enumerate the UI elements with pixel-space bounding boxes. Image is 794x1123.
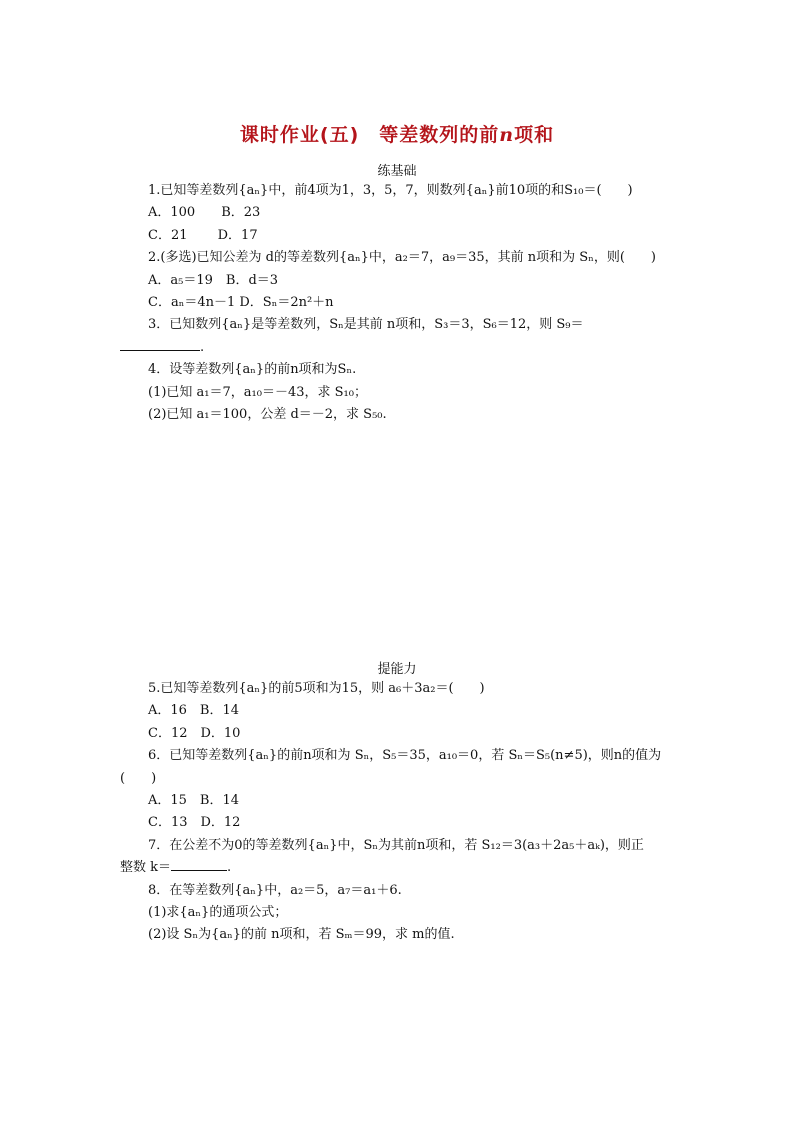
q1-options-ab: A．100 B．23 <box>148 205 261 221</box>
q5-options-ab: A．16 B．14 <box>148 703 240 719</box>
q4-part-2: (2)已知 a₁＝100，公差 d＝－2，求 S₅₀. <box>148 407 387 423</box>
question-8: 8．在等差数列{aₙ}中，a₂＝5，a₇＝a₁＋6. <box>148 882 402 898</box>
question-4: 4．设等差数列{aₙ}的前n项和为Sₙ. <box>148 362 357 378</box>
q6-options-cd: C．13 D．12 <box>148 815 241 831</box>
section-heading-basic: 练基础 <box>377 164 417 179</box>
page-title <box>0 120 794 147</box>
q8-part-2: (2)设 Sₙ为{aₙ}的前 n项和，若 Sₘ＝99，求 m的值. <box>148 927 455 943</box>
q4-part-1: (1)已知 a₁＝7，a₁₀＝－43，求 S₁₀； <box>148 384 367 400</box>
question-3: 3．已知数列{aₙ}是等差数列，Sₙ是其前 n项和，S₃＝3，S₆＝12，则 S₉＝ <box>148 317 584 333</box>
q6-options-ab: A．15 B．14 <box>148 793 240 809</box>
q2-options-cd: C．aₙ＝4n－1 D．Sₙ＝2n²＋n <box>148 295 334 311</box>
q2-options-ab: A．a₅＝19 B．d＝3 <box>148 272 279 288</box>
title-text-before: 课时作业(五) 等差数列的前 <box>239 124 500 146</box>
q3-period: . <box>200 339 205 355</box>
q7-k-label: 整数 k＝ <box>120 860 172 876</box>
q3-answer-blank <box>120 338 200 351</box>
question-6: 6．已知等差数列{aₙ}的前n项和为 Sₙ，S₅＝35，a₁₀＝0，若 Sₙ＝S₅(n≠5)，则n的值为 <box>148 748 662 764</box>
q8-part-1: (1)求{aₙ}的通项公式； <box>148 905 288 921</box>
q7-answer-blank <box>171 858 227 871</box>
basic-questions <box>120 180 680 426</box>
q6-paren: ( ) <box>120 770 157 786</box>
q7-period: . <box>227 860 232 876</box>
q7-answer-line <box>120 857 680 879</box>
question-5: 5.已知等差数列{aₙ}的前5项和为15，则 a₆＋3a₂＝( ) <box>148 681 485 696</box>
question-7: 7．在公差不为0的等差数列{aₙ}中，Sₙ为其前n项和，若 S₁₂＝3(a₃＋2a₅＋aₖ)，则正 <box>148 837 644 853</box>
question-2: 2.(多选)已知公差为 d的等差数列{aₙ}中，a₂＝7，a₉＝35，其前 n项和为 Sₙ，则( ) <box>148 250 656 266</box>
advanced-questions <box>120 678 680 947</box>
section-heading-advanced: 提能力 <box>377 662 417 677</box>
title-text-after: 项和 <box>514 124 555 146</box>
q3-answer-line <box>120 337 680 359</box>
title-variable-n: n <box>499 124 515 146</box>
question-1: 1.已知等差数列{aₙ}中，前4项为1，3，5，7，则数列{aₙ}前10项的和S₁₀＝( ) <box>148 183 633 198</box>
q1-options-cd: C．21 D．17 <box>148 227 258 243</box>
q5-options-cd: C．12 D．10 <box>148 725 241 741</box>
